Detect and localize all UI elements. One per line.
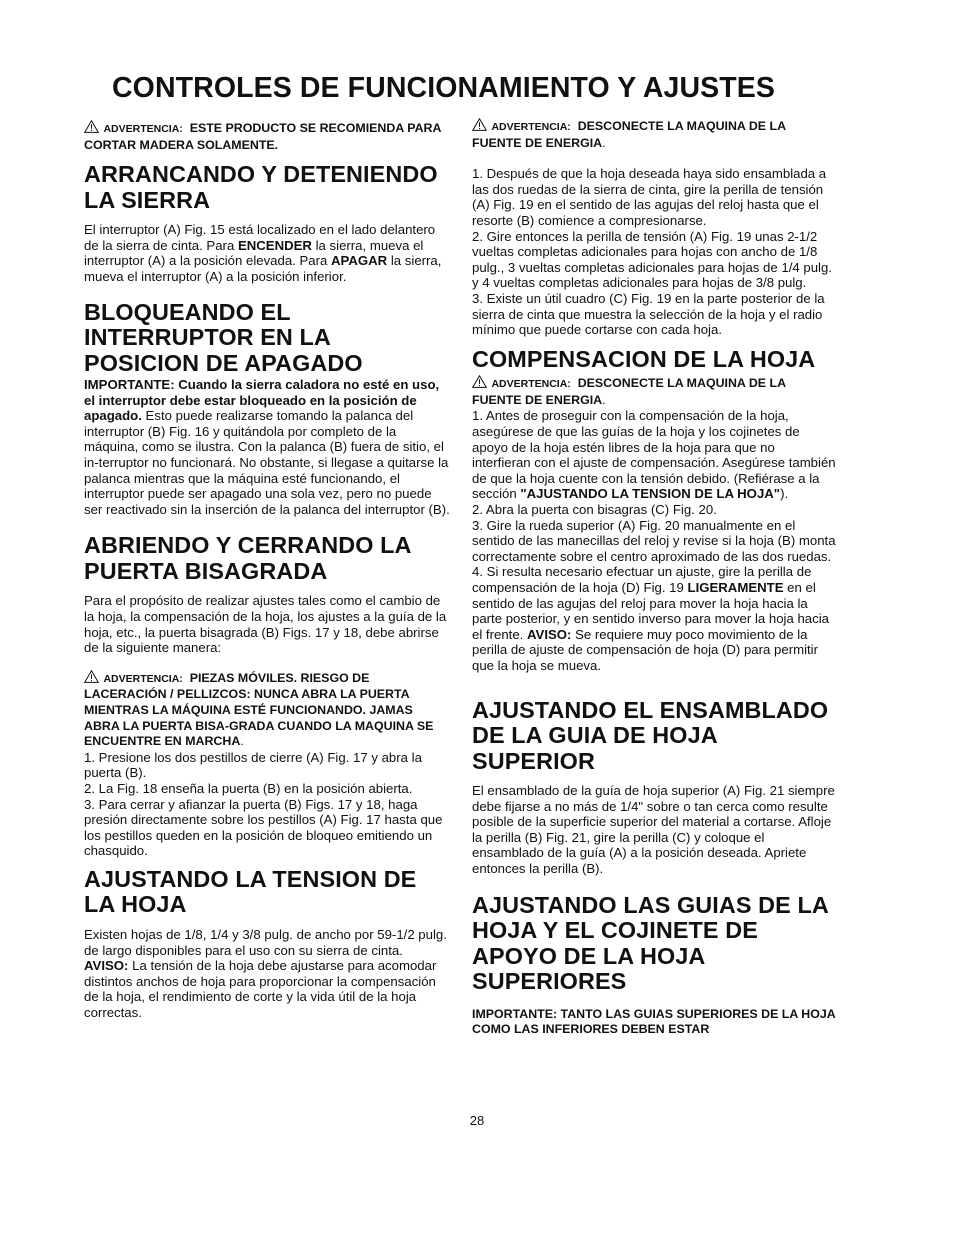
step-tension-1: 1. Después de que la hoja deseada haya sido ensamblada a las dos ruedas de la sierra de cinta, gire la perilla de tensión (A) Fig. 19 en el sentido de las agujas del reloj hasta que el resorte (B) comience a compresionarse. — [472, 166, 827, 228]
step-tension-2: 2. Gire entonces la perilla de tensión (A) Fig. 19 unas 2-1/2 vueltas completas adicionales para hojas con ancho de 1/8 pulg., 3 vueltas completas adicionales para hojas de 1/4 pulg. y 4 vueltas completas adicionales para hojas de 3/8 pulg. — [472, 228, 832, 291]
warning-triangle-icon — [472, 118, 487, 131]
warning-triangle-icon — [84, 120, 99, 133]
heading-guia-superior: AJUSTANDO EL ENSAMBLADO DE LA GUIA DE HOJA SUPERIOR — [472, 696, 829, 774]
heading-tension: AJUSTANDO LA TENSION DE LA HOJA — [84, 865, 417, 918]
page-number: 28 — [469, 1113, 485, 1128]
paragraph-abriendo: Para el propósito de realizar ajustes tales como el cambio de la hoja, la compensación de la hoja, los ajustes a la guía de la hoja, etc., la puerta bisagrada (B) Figs. 17 y 18, debe abrirse de la siguiente manera: — [84, 593, 447, 656]
paragraph-bloqueando: IMPORTANTE: Cuando la sierra caladora no esté en uso, el interruptor debe estar bloqueado en la posición de apagado. Esto puede realizarse tomando la palanca del interruptor (B) Fig. 16 y quitándola por completo de la máquina, como se ilustra. Con la palanca (B) fuera de sitio, el in-terruptor no funcionará. No obstante, si llegase a quitarse la palanca mientras que la máquina esté funcionando, el interruptor puede ser apagado una sola vez, pero no puede ser reactivado sin la inserción de la palanca del interruptor (B). — [84, 377, 450, 517]
warning-triangle-icon — [472, 375, 487, 388]
step-compensation-1: 1. Antes de proseguir con la compensación de la hoja, asegúrese de que las guías de la hoja y los cojinetes de apoyo de la hoja estén libres de la hoja para que no interfieran con el ajuste de compensación. Asegúrese también de que la hoja cuente con la tensión debido. (Refiérase a la sección "AJUSTANDO LA TENSION DE LA HOJA"). — [472, 408, 836, 502]
page-title: CONTROLES DE FUNCIONAMIENTO Y AJUSTES — [112, 72, 775, 104]
step-compensation-4: 4. Si resulta necesario efectuar un ajuste, gire la perilla de compensación de la hoja (D) Fig. 19 LIGERAMENTE en el sentido de las agujas del reloj para mover la hoja hacia la parte posterior, y en sentido inverso para mover la hoja hacia el frente. AVISO: Se requiere muy poco movimiento de la perilla de ajuste de compensación de hoja (D) para permitir que la hoja se mueva. — [472, 564, 829, 673]
paragraph-guia-superior: El ensamblado de la guía de hoja superior (A) Fig. 21 siempre debe fijarse a no más de 1/4" sobre o tan cerca como resulte posible de la superficie superior del material a cortarse. Afloje la perilla (B) Fig. 21, gire la perilla (C) y coloque el ensamblado de la guía (A) a la posición deseada. Apriete entonces la perilla (B). — [472, 783, 835, 876]
step-compensation-3: 3. Gire la rueda superior (A) Fig. 20 manualmente en el sentido de las manecillas del reloj y revise si la hoja (B) monta correctamente sobre el centro aproximado de las dos ruedas. — [472, 517, 836, 564]
left-column — [84, 118, 450, 1020]
step-compensation-2: 2. Abra la puerta con bisagras (C) Fig. 20. — [472, 501, 717, 517]
heading-abriendo: ABRIENDO Y CERRANDO LA PUERTA BISAGRADA — [84, 532, 411, 584]
heading-bloqueando: BLOQUEANDO EL INTERRUPTOR EN LA POSICION DE APAGADO — [84, 298, 363, 376]
warning-wood-only: ADVERTENCIA: ESTE PRODUCTO SE RECOMIENDA PARA CORTAR MADERA SOLAMENTE. — [84, 121, 441, 152]
heading-arrancando: ARRANCANDO Y DETENIENDO LA SIERRA — [84, 161, 438, 213]
warning-triangle-icon — [84, 670, 99, 683]
warning-moving-parts: ADVERTENCIA: PIEZAS MÓVILES. RIESGO DE LACERACIÓN / PELLIZCOS: NUNCA ABRA LA PUERTA MIENTRAS LA MÁQUINA ESTÉ FUNCIONANDO. JAMAS ABRA LA PUERTA BISA-GRADA CUANDO LA MAQUINA SE ENCUENTRE EN MARCHA. — [84, 670, 434, 749]
paragraph-arrancando: El interruptor (A) Fig. 15 está localizado en el lado delantero de la sierra de cinta. Para ENCENDER la sierra, mueva el interruptor (A) a la posición elevada. Para APAGAR la sierra, mueva el interruptor (A) a la posición inferior. — [84, 222, 442, 284]
heading-compensacion: COMPENSACION DE LA HOJA — [472, 345, 816, 372]
right-column — [472, 118, 836, 1038]
step-tension-3: 3. Existe un útil cuadro (C) Fig. 19 en la parte posterior de la sierra de cinta que muestra la selección de la hoja y el radio mínimo que puede cortarse con cada hoja. — [472, 290, 825, 338]
step-door-2: 2. La Fig. 18 enseña la puerta (B) en la posición abierta. — [84, 780, 413, 796]
heading-guias-cojinete: AJUSTANDO LAS GUIAS DE LA HOJA Y EL COJINETE DE APOYO DE LA HOJA SUPERIORES — [472, 891, 828, 995]
step-door-1: 1. Presione los dos pestillos de cierre (A) Fig. 17 y abra la puerta (B). — [84, 749, 422, 781]
paragraph-importante: IMPORTANTE: TANTO LAS GUIAS SUPERIORES DE LA HOJA COMO LAS INFERIORES DEBEN ESTAR — [472, 1006, 836, 1037]
warning-disconnect-2: ADVERTENCIA: DESCONECTE LA MAQUINA DE LA FUENTE DE ENERGIA. — [472, 376, 786, 407]
paragraph-tension: Existen hojas de 1/8, 1/4 y 3/8 pulg. de ancho por 59-1/2 pulg. de largo disponibles para el uso con su sierra de cinta. AVISO: La tensión de la hoja debe ajustarse para acomodar distintos anchos de hoja para proporcionar la compensación de la hoja, el rendimiento de corte y la vida útil de la hoja correctas. — [84, 926, 447, 1020]
warning-disconnect-1: ADVERTENCIA: DESCONECTE LA MAQUINA DE LA FUENTE DE ENERGIA. — [472, 119, 786, 150]
step-door-3: 3. Para cerrar y afianzar la puerta (B) Figs. 17 y 18, haga presión directamente sobre los pestillos (A) Fig. 17 hasta que los pestillos queden en la posición de bloqueo emitiendo un chasquido. — [84, 796, 443, 859]
